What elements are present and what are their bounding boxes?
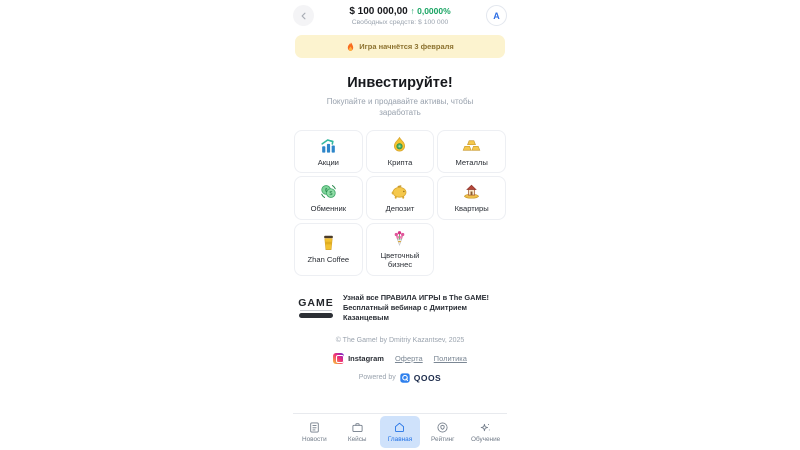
crypto-icon xyxy=(390,136,409,155)
game-logo xyxy=(297,298,335,318)
instagram-icon xyxy=(333,353,344,364)
nav-label: Новости xyxy=(302,436,327,443)
svg-text:¢: ¢ xyxy=(324,188,328,195)
nav-item-news[interactable] xyxy=(294,416,335,448)
asset-grid xyxy=(294,130,506,276)
deposit-icon xyxy=(390,182,409,201)
asset-label: Акции xyxy=(317,157,339,167)
policy-link[interactable]: Политика xyxy=(433,353,467,363)
asset-tile-exchange[interactable] xyxy=(294,176,363,219)
header xyxy=(293,0,507,26)
webinar-promo-text: Узнай все ПРАВИЛА ИГРЫ в The GAME! Бесплатный вебинар с Дмитрием Казанцевым xyxy=(343,292,490,323)
asset-tile-stocks[interactable] xyxy=(294,130,363,173)
news-icon xyxy=(308,421,321,434)
asset-tile-deposit[interactable] xyxy=(366,176,435,219)
metals-icon xyxy=(462,136,481,155)
briefcase-icon xyxy=(351,421,364,434)
asset-label: Обменник xyxy=(310,204,347,214)
stocks-icon xyxy=(319,136,338,155)
page-title: Инвестируйте! xyxy=(347,75,453,91)
app-screen xyxy=(293,0,507,450)
badge-icon xyxy=(436,421,449,434)
webinar-promo[interactable] xyxy=(297,293,503,324)
bottom-nav xyxy=(293,413,507,450)
avatar[interactable]: A xyxy=(486,5,507,26)
nav-label: Обучение xyxy=(470,436,501,443)
nav-item-education[interactable] xyxy=(465,416,506,448)
balance-change: ↑ 0,0000% xyxy=(410,6,451,16)
balance-block xyxy=(314,5,486,26)
asset-label: Квартиры xyxy=(454,204,489,214)
powered-by xyxy=(293,373,507,383)
asset-label: Zhan Coffee xyxy=(307,255,350,265)
nav-label: Кейсы xyxy=(347,436,367,443)
apartments-icon xyxy=(462,182,481,201)
asset-tile-crypto[interactable] xyxy=(366,130,435,173)
asset-label: Крипта xyxy=(387,157,413,167)
instagram-label: Instagram xyxy=(348,353,384,363)
balance-value: $ 100 000,00 xyxy=(349,6,408,17)
game-logo-text: GAME xyxy=(298,297,334,310)
asset-label: Металлы xyxy=(455,157,488,167)
page-subtitle: Покупайте и продавайте активы, чтобы заработать xyxy=(326,97,474,117)
home-icon xyxy=(393,421,406,434)
exchange-icon xyxy=(319,182,338,201)
fire-icon xyxy=(346,41,355,52)
game-logo-divider xyxy=(300,310,332,312)
coffee-icon xyxy=(319,233,338,252)
copyright: © The Game! by Dmitriy Kazantsev, 2025 xyxy=(335,336,465,344)
chevron-left-icon xyxy=(299,11,309,21)
nav-label: Главная xyxy=(387,436,413,443)
instagram-link[interactable] xyxy=(333,353,384,364)
nav-item-cases[interactable] xyxy=(337,416,378,448)
free-funds: Свободных средств: $ 100 000 xyxy=(351,19,449,26)
powered-by-label: Powered by xyxy=(358,374,396,382)
flowers-icon xyxy=(390,229,409,248)
qoos-logo-icon xyxy=(400,373,410,383)
offer-link[interactable]: Оферта xyxy=(394,353,423,363)
nav-label: Рейтинг xyxy=(431,436,455,443)
announcement-banner xyxy=(295,35,505,58)
asset-label: Депозит xyxy=(385,204,415,214)
qoos-wordmark: QOOS xyxy=(413,372,442,383)
nav-item-home[interactable] xyxy=(380,416,421,448)
svg-text:$: $ xyxy=(329,191,333,198)
nav-item-rating[interactable] xyxy=(422,416,463,448)
asset-tile-flower-business[interactable] xyxy=(366,223,435,276)
asset-tile-metals[interactable] xyxy=(437,130,506,173)
sparkles-icon xyxy=(479,421,492,434)
asset-tile-apartments[interactable] xyxy=(437,176,506,219)
game-logo-bar xyxy=(299,313,333,318)
asset-tile-zhan-coffee[interactable] xyxy=(294,223,363,276)
footer-links-row xyxy=(293,353,507,364)
asset-label: Цветочный бизнес xyxy=(380,250,420,270)
announcement-text: Игра начнётся 3 февраля xyxy=(359,42,454,51)
back-button[interactable] xyxy=(293,5,314,26)
